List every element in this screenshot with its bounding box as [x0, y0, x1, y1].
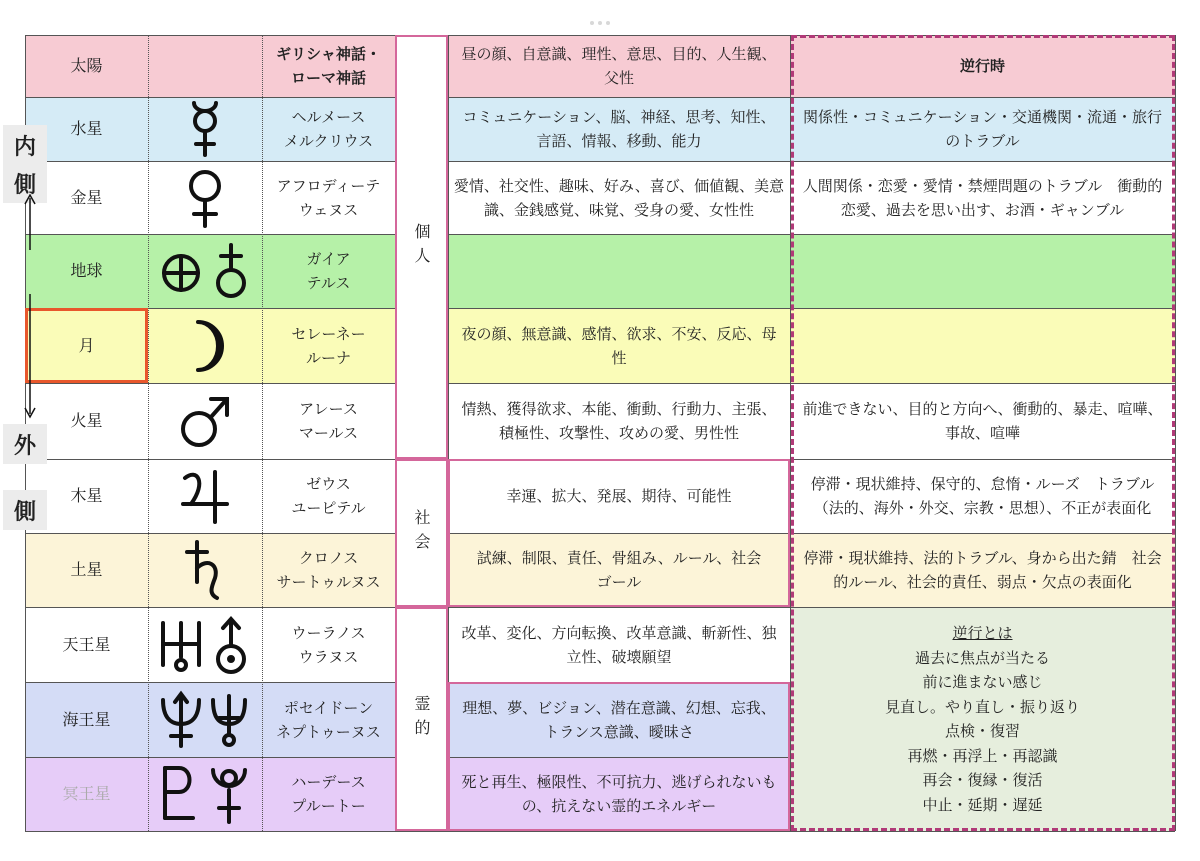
- myth-uranus: [262, 607, 395, 682]
- myth-moon: [262, 308, 395, 383]
- planet-name-venus: 金星: [70, 187, 103, 207]
- myth-roman: ウェヌス: [298, 200, 359, 219]
- retro-summary-line: 再会・復縁・復活: [922, 771, 1043, 789]
- planet-name-pluto: 冥王星: [62, 784, 111, 803]
- retro-moon: [790, 308, 1175, 383]
- category-personal: [395, 35, 448, 459]
- myth-venus: [262, 161, 395, 234]
- myth-mercury: [262, 97, 395, 161]
- retro-header: 逆行時: [959, 57, 1005, 75]
- myth-roman: ルーナ: [305, 348, 351, 367]
- myth-roman: ユーピテル: [291, 499, 366, 517]
- venus-symbol-icon: [148, 161, 262, 234]
- myth-greek: ガイア: [306, 250, 351, 268]
- planet-name-uranus: 天王星: [62, 634, 111, 654]
- myth-roman: マールス: [298, 424, 359, 442]
- planet-name-moon[interactable]: 月: [25, 308, 148, 383]
- myth-greek: ウーラノス: [291, 623, 366, 642]
- meaning-neptune: 理想、夢、ビジョン、潜在意識、幻想、忘我、トランス意識、曖昧さ: [462, 698, 776, 741]
- retro-summary-line: 前に進まない感じ: [922, 673, 1043, 691]
- meaning-earth: [448, 234, 790, 308]
- meaning-mars: 情熱、獲得欲求、本能、衝動、行動力、主張、積極性、攻撃性、攻めの愛、男性性: [461, 400, 777, 442]
- retro-jupiter: 停滞・現状維持、保守的、怠惰・ルーズ トラブル（法的、海外・外交、宗教・思想）、不正が表面化: [810, 475, 1155, 517]
- planet-name-mars: 火星: [70, 411, 103, 430]
- retro-summary-title: 逆行とは: [952, 624, 1013, 642]
- myth-roman: テルス: [306, 274, 351, 292]
- category-personal-label: 個人: [412, 223, 431, 271]
- planet-name-jupiter: 木星: [70, 486, 103, 505]
- retro-summary-line: 点検・復習: [944, 722, 1020, 740]
- direction-arrow-icon: [20, 190, 40, 425]
- myth-greek: ヘルメース: [291, 108, 366, 126]
- planet-name-neptune: 海王星: [62, 709, 111, 729]
- sun-label: 太陽: [70, 56, 103, 75]
- retro-earth: [790, 234, 1175, 308]
- retro-venus: 人間関係・恋愛・愛情・禁煙問題のトラブル 衝動的恋愛、過去を思い出す、お酒・ギャンブル: [802, 176, 1163, 219]
- mercury-symbol-icon: [148, 97, 262, 161]
- retro-summary-line: 見直し。やり直し・振り返り: [884, 697, 1080, 716]
- window-drag-handle[interactable]: [590, 10, 614, 16]
- myth-pluto: [262, 757, 395, 831]
- jupiter-symbol-icon: [148, 459, 262, 533]
- mars-symbol-icon: [148, 383, 262, 459]
- meaning-mercury: コミュニケーション、脳、神経、思考、知性、言語、情報、移動、能力: [462, 108, 776, 150]
- myth-jupiter: [262, 459, 395, 533]
- meaning-jupiter: 幸運、拡大、発展、期待、可能性: [506, 487, 732, 505]
- retro-saturn: 停滞・現状維持、法的トラブル、身から出た錆 社会的ルール、社会的責任、弱点・欠点の表面化: [803, 549, 1162, 591]
- myth-greek: アフロディーテ: [276, 176, 381, 195]
- myth-roman: プルートー: [291, 797, 366, 815]
- myth-greek: ゼウス: [306, 475, 351, 493]
- pluto-symbol-icon: [148, 757, 262, 831]
- meaning-uranus: 改革、変化、方向転換、改革意識、斬新性、独立性、破壊願望: [461, 623, 777, 666]
- myth-roman: ネプトゥーヌス: [276, 722, 381, 741]
- myth-roman: メルクリウス: [283, 132, 374, 150]
- meaning-moon: 夜の顔、無意識、感情、欲求、不安、反応、母性: [461, 324, 777, 367]
- myth-mars: [262, 383, 395, 459]
- myth-header-line2: ローマ神話: [290, 69, 366, 87]
- myth-greek: セレーネー: [291, 324, 366, 343]
- side-label-inner-2: 側: [3, 163, 47, 203]
- planet-name-mercury: 水星: [70, 119, 103, 138]
- planet-name-saturn: 土星: [70, 560, 103, 579]
- myth-header-line1: ギリシャ神話・: [276, 45, 381, 63]
- side-label-outer-2: 側: [3, 490, 47, 530]
- meaning-pluto: 死と再生、極限性、不可抗力、逃げられないもの、抗えない霊的エネルギー: [461, 773, 777, 815]
- myth-greek: クロノス: [298, 549, 359, 567]
- side-label-outer-1: 外: [3, 424, 47, 464]
- retro-mercury: 関係性・コミュニケーション・交通機関・流通・旅行のトラブル: [802, 108, 1163, 150]
- sun-meaning: 昼の顔、自意識、理性、意思、目的、人生観、父性: [461, 45, 777, 87]
- myth-greek: ハーデース: [291, 773, 366, 791]
- myth-earth: [262, 234, 395, 308]
- myth-neptune: [262, 682, 395, 757]
- retro-summary: [790, 607, 1175, 831]
- earth-symbol-icon: [148, 234, 262, 308]
- saturn-symbol-icon: [148, 533, 262, 607]
- planet-name-earth: 地球: [70, 261, 103, 280]
- meaning-venus: 愛情、社交性、趣味、好み、喜び、価値観、美意識、金銭感覚、味覚、受身の愛、女性性: [453, 176, 785, 219]
- myth-header: [262, 35, 395, 97]
- myth-greek: ポセイドーン: [283, 698, 374, 717]
- category-spiritual-label: 霊的: [412, 695, 431, 743]
- myth-roman: ウラヌス: [298, 647, 359, 666]
- meaning-saturn: 試練、制限、責任、骨組み、ルール、社会ゴール: [476, 549, 762, 591]
- moon-symbol-icon: [148, 308, 262, 383]
- myth-greek: アレース: [299, 400, 358, 418]
- uranus-symbol-icon: [148, 607, 262, 682]
- retro-summary-line: 再燃・再浮上・再認識: [907, 746, 1058, 765]
- category-social-label: 社会: [412, 509, 431, 557]
- retro-summary-line: 中止・延期・遅延: [922, 795, 1043, 814]
- side-label-inner-1: 内: [3, 125, 47, 165]
- retro-mars: 前進できない、目的と方向へ、衝動的、暴走、喧嘩、事故、喧嘩: [802, 400, 1163, 442]
- myth-saturn: [262, 533, 395, 607]
- neptune-symbol-icon: [148, 682, 262, 757]
- myth-roman: サートゥルヌス: [276, 573, 381, 591]
- retro-summary-line: 過去に焦点が当たる: [914, 648, 1050, 667]
- category-social: [395, 459, 448, 607]
- category-spiritual: [395, 607, 448, 831]
